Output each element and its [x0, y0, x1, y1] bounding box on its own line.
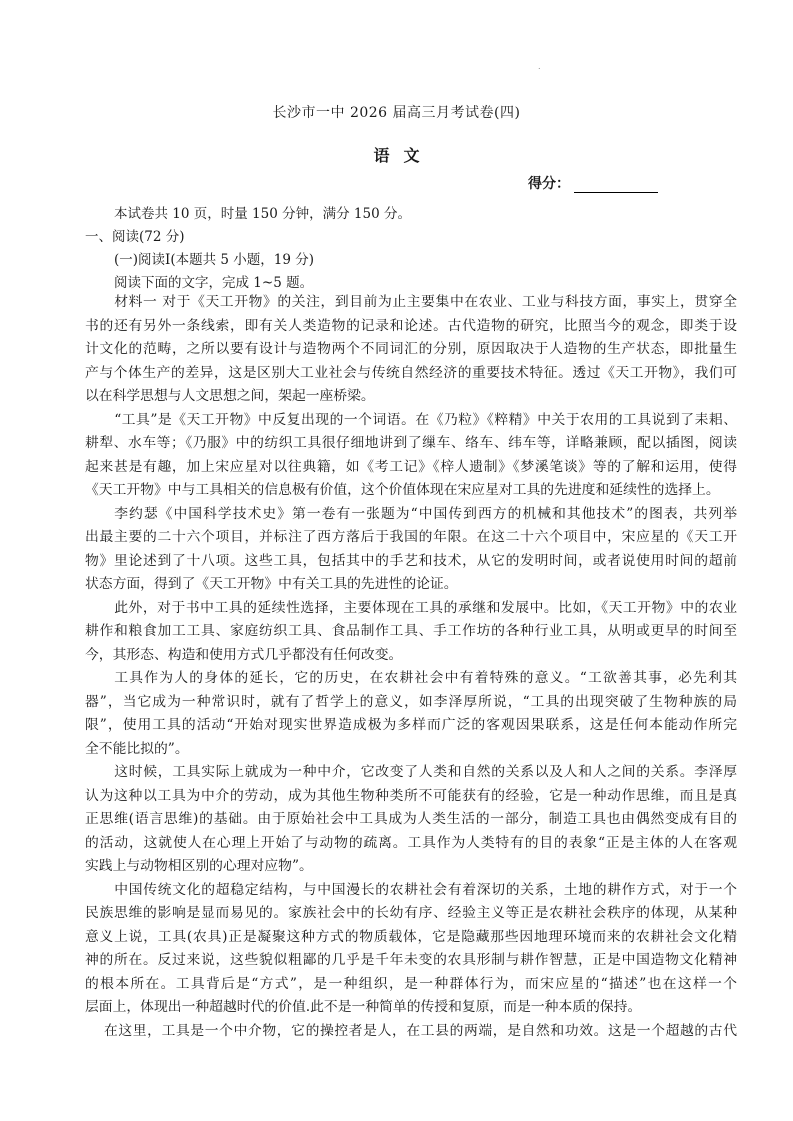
paragraph — [85, 761, 737, 879]
subject-title — [0, 143, 793, 166]
section-heading: 一、阅读(72 分) — [85, 229, 185, 245]
text-line: 认为这种以工具为中介的劳动，成为其他生物种类所不可能获有的经验，它是一种动作思维，而且是真 — [85, 787, 737, 804]
subsection-heading: (一)阅读Ⅰ(本题共 5 小题，19 分) — [114, 252, 315, 268]
page-mark: . — [538, 62, 541, 71]
text-line: 产与个体生产的差异，这是区别大工业社会与传统自然经济的重要技术特征。透过《天工开物》，我们可 — [85, 364, 737, 381]
text-line: 书的还有另外一条线索，即有关人类造物的记录和论述。古代造物的研究，比照当今的观念，即类于设 — [85, 317, 737, 334]
text-line: 计文化的范畴，之所以要有设计与造物两个不同词汇的分别，原因取决于人造物的生产状态，即批量生 — [85, 341, 737, 357]
text-line: 器”，当它成为一种常识时，就有了哲学上的意义，如李泽厚所说，“工具的出现突破了生物种族的局 — [85, 693, 737, 710]
text-line: 在这里，工具是一个中介物，它的操控者是人，在工县的两端，是自然和功效。这是一个超越的古代 — [103, 1022, 737, 1039]
paragraph — [85, 503, 737, 597]
subject-char: 文 — [403, 146, 420, 165]
text-line: “工具”是《天工开物》中反复出现的一个词语。在《乃粒》《粹精》中关于农用的工具说到了耒耜、 — [114, 411, 737, 428]
text-line: 工具作为人的身体的延长，它的历史，在农耕社会中有着特殊的意义。“工欲善其事，必先利其 — [114, 670, 737, 686]
text-line: 民族思维的影响是显而易见的。家族社会中的长幼有序、经验主义等正是农耕社会秩序的体现，从某种 — [85, 905, 737, 921]
text-line: 正思维(语言思维)的基础。由于原始社会中工具成为人类生活的一部分，制造工具也由偶然变成有目的 — [85, 811, 737, 827]
text-line: 的活动，这就使人在心理上开始了与动物的疏离。工具作为人类特有的目的表象“正是主体的人在客观 — [85, 834, 737, 851]
text-line: 状态方面，得到了《天工开物》中有关工具的先进性的论证。 — [85, 576, 458, 592]
text-line: 李约瑟《中国科学技术史》第一卷有一张题为“中国传到西方的机械和其他技术”的图表，共列举 — [114, 505, 737, 522]
score-field — [528, 173, 658, 193]
text-line: 全不能比拟的”。 — [85, 740, 189, 757]
score-label: 得分： — [528, 176, 570, 192]
text-line: 意义上说，工具(农具)正是凝聚这种方式的物质载体，它是隐藏那些因地理环境而来的农耕社会文化精 — [85, 928, 737, 945]
paragraph — [85, 597, 737, 668]
reading-passage — [85, 291, 737, 1043]
text-line: 起来甚是有趣，加上宋应星对以往典籍，如《考工记》《梓人遗制》《梦溪笔谈》等的了解和运用，使得 — [85, 458, 737, 475]
paragraph — [85, 409, 737, 503]
reading-instruction: 阅读下面的文字，完成 1~5 题。 — [114, 275, 314, 291]
text-line: 物》里论述到了十八项。这些工具，包括其中的手艺和技术，从它的发明时间，或者说使用时间的超前 — [85, 552, 737, 569]
text-line: 限”，使用工具的活动“开始对现实世界造成极为多样而广泛的客观因果联系，这是任何本能动作所完 — [85, 717, 737, 733]
text-line: 《天工开物》中与工具相关的信息极有价值，这个价值体现在宋应星对工具的先进度和延续性的选择上。 — [85, 482, 720, 498]
paragraph — [85, 879, 737, 1020]
text-line: 中国传统文化的超稳定结构，与中国漫长的农耕社会有着深切的关系，土地的耕作方式，对于一个 — [114, 881, 737, 898]
text-line: 实践上与动物相区别的心理对应物”。 — [85, 858, 313, 874]
paragraph — [85, 1020, 737, 1044]
text-line: 出最主要的二十六个项目，并标注了西方落后于我国的年限。在这二十六个项目中，宋应星的《天工开 — [85, 529, 737, 545]
paragraph — [85, 291, 737, 409]
text-line: 这时候，工具实际上就成为一种中介，它改变了人类和自然的关系以及人和人之间的关系。李泽厚 — [114, 764, 737, 780]
text-line: 神的所在。反过来说，这些貌似粗鄙的几乎是千年未变的农具形制与耕作智慧，正是中国造物文化精神 — [85, 952, 737, 968]
exam-title: 长沙市一中 2026 届高三月考试卷(四) — [272, 105, 521, 121]
text-line: 耕犁、水车等；《乃服》中的纺织工具很仔细地讲到了缫车、络车、纬车等，详略兼顾，配以插图，阅读 — [85, 435, 737, 451]
text-line: 以在科学思想与人文思想之间，架起一座桥梁。 — [85, 388, 375, 404]
subject-char: 语 — [373, 146, 390, 165]
exam-info: 本试卷共 10 页，时量 150 分钟，满分 150 分。 — [114, 206, 411, 222]
text-line: 耕作和粮食加工工具、家庭纺织工具、食品制作工具、手工作坊的各种行业工具，从明或更早的时间至 — [85, 623, 737, 639]
text-line: 层面上，体现出一种超越时代的价值.此不是一种简单的传授和复原，而是一种本质的保持。 — [85, 999, 642, 1015]
text-line: 的根本所在。工具背后是“方式”，是一种组织，是一种群体行为，而宋应星的“描述”也在这样一个 — [85, 975, 737, 992]
score-blank — [574, 178, 658, 193]
paragraph — [85, 667, 737, 761]
text-line: 此外，对于书中工具的延续性选择，主要体现在工具的承继和发展中。比如，《天工开物》中的农业 — [114, 599, 737, 616]
text-line: 材料一 对于《天工开物》的关注，到目前为止主要集中在农业、工业与科技方面，事实上，贯穿全 — [114, 294, 737, 310]
text-line: 今，其形态、构造和使用方式几乎都没有任何改变。 — [85, 646, 403, 663]
